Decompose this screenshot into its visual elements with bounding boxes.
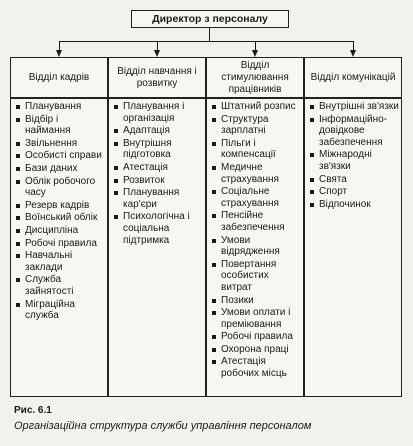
- dept-hr-list: [10, 98, 108, 397]
- dept-communications-title: Відділ комунікацій: [310, 71, 396, 83]
- list-item: Бази даних: [13, 163, 105, 175]
- dept-hr-box: [10, 57, 108, 98]
- list-item: Розвиток: [111, 175, 203, 187]
- list-item: Робочі правила: [209, 331, 301, 343]
- list-item: Психологічна і соціальна підтримка: [111, 211, 203, 246]
- connector-horizontal: [59, 41, 354, 42]
- arrow-down-icon: [350, 50, 356, 57]
- list-item: Штатний розпис: [209, 101, 301, 113]
- list-item: Свята: [307, 174, 399, 186]
- list-item: Позики: [209, 295, 301, 307]
- arrow-down-icon: [154, 50, 160, 57]
- list-item: Відпочинок: [307, 199, 399, 211]
- figure-caption: Організаційна структура служби управління персоналом: [14, 420, 312, 432]
- list-item: Планування і організація: [111, 101, 203, 124]
- list-item: Медичне страхування: [209, 162, 301, 185]
- dept-motivation-list: [206, 98, 304, 397]
- dept-communications-box: [304, 57, 402, 98]
- list-item: Звільнення: [13, 138, 105, 150]
- list-item: Умови оплати і преміювання: [209, 307, 301, 330]
- director-box: [131, 10, 289, 28]
- list-item: Атестація: [111, 162, 203, 174]
- dept-motivation-title: Відділ стимулювання працівників: [221, 59, 289, 95]
- list-item: Планування: [13, 101, 105, 113]
- list-item: Адаптація: [111, 125, 203, 137]
- figure-number: Рис. 6.1: [14, 405, 52, 416]
- connector-vertical-top: [209, 28, 210, 42]
- list-item: Дисципліна: [13, 225, 105, 237]
- list-item: Охорона праці: [209, 344, 301, 356]
- list-item: Відбір і наймання: [13, 114, 105, 137]
- list-item: Структура зарплатні: [209, 114, 301, 137]
- list-item: Соціальне страхування: [209, 186, 301, 209]
- list-item: Повертання особистих витрат: [209, 259, 301, 294]
- list-item: Інформаційно-довідкове забезпечення: [307, 114, 399, 149]
- dept-hr-title: Відділ кадрів: [28, 71, 90, 83]
- list-item: Внутрішні зв'язки: [307, 101, 399, 113]
- dept-motivation-box: [206, 57, 304, 98]
- dept-training-list: [108, 98, 206, 397]
- list-item: Умови відрядження: [209, 235, 301, 258]
- list-item: Пільги і компенсації: [209, 138, 301, 161]
- list-item: Навчальні заклади: [13, 250, 105, 273]
- list-item: Облік робочого часу: [13, 176, 105, 199]
- list-item: Міжнародні зв'язки: [307, 149, 399, 172]
- list-item: Служба зайнятості: [13, 274, 105, 297]
- arrow-down-icon: [56, 50, 62, 57]
- list-item: Спорт: [307, 186, 399, 198]
- arrow-down-icon: [252, 50, 258, 57]
- list-item: Атестація робочих місць: [209, 356, 301, 379]
- list-item: Пенсійне забезпечення: [209, 210, 301, 233]
- list-item: Робочі правила: [13, 238, 105, 250]
- list-item: Внутрішня підготовка: [111, 138, 203, 161]
- list-item: Планування кар'єри: [111, 187, 203, 210]
- dept-training-box: [108, 57, 206, 98]
- dept-communications-list: [304, 98, 402, 397]
- list-item: Особисті справи: [13, 150, 105, 162]
- dept-training-title: Відділ навчання і розвитку: [117, 65, 197, 89]
- list-item: Воїнський облік: [13, 212, 105, 224]
- list-item: Міграційна служба: [13, 299, 105, 322]
- list-item: Резерв кадрів: [13, 200, 105, 212]
- director-label: Директор з персоналу: [152, 13, 268, 25]
